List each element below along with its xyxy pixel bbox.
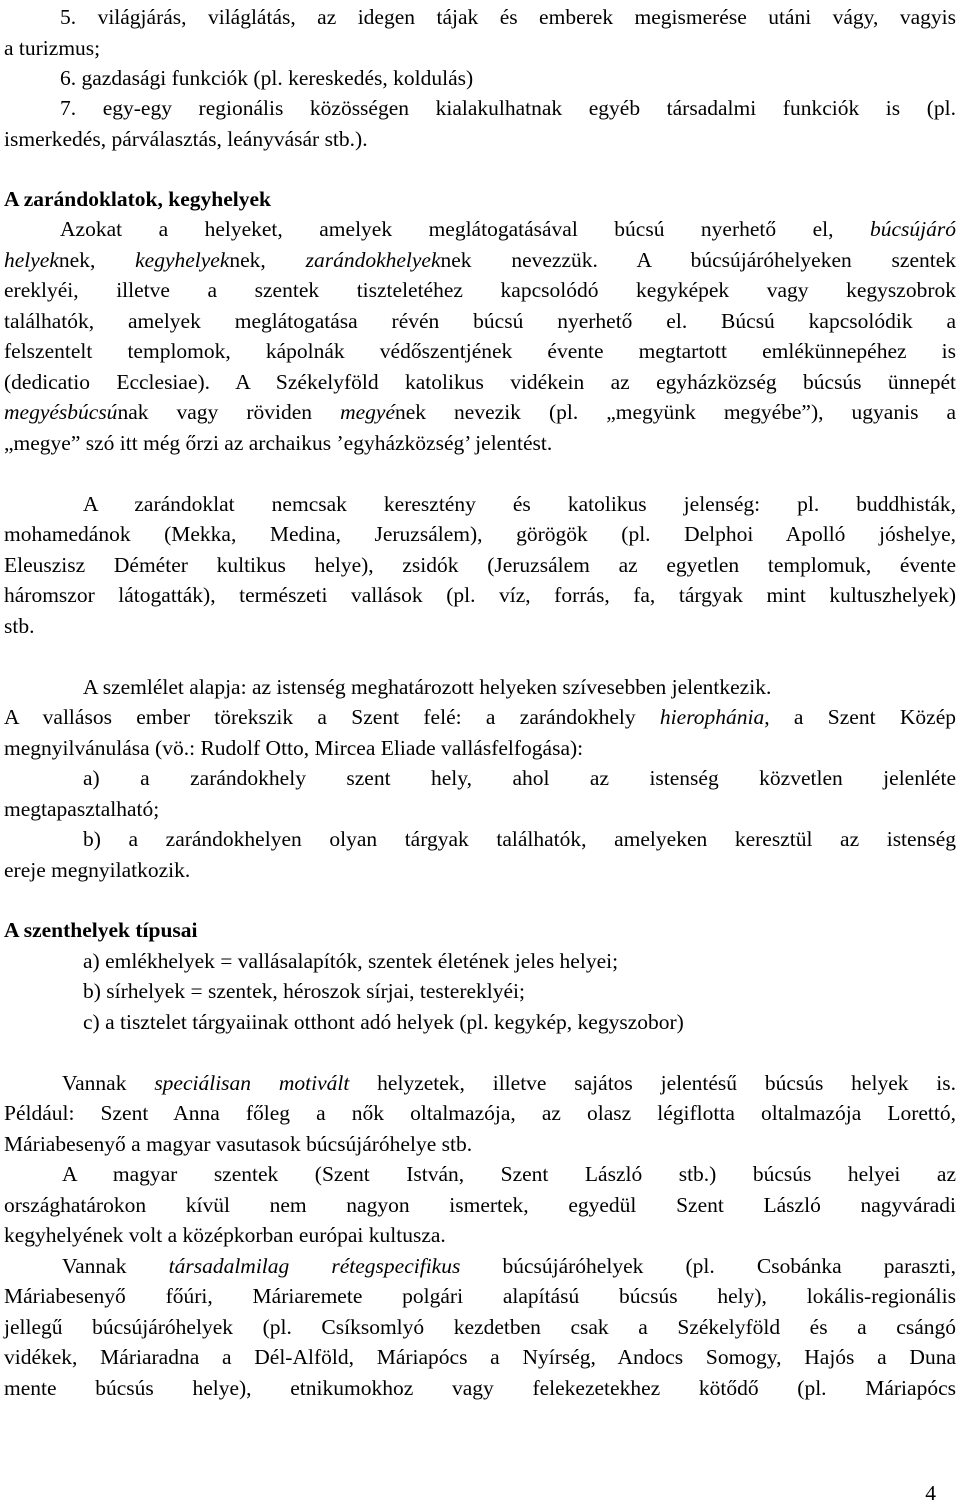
list-item-a: a) emlékhelyek = vallásalapítók, szentek életének jeles helyei;	[83, 949, 619, 973]
list-item-b-cont: ereje megnyilatkozik.	[4, 858, 191, 882]
paragraph-line: A szemlélet alapja: az istenség meghatározott helyeken szívesebben jelentkezik.	[83, 675, 772, 699]
paragraph-line: kegyhelyének volt a középkorban európai kultusza.	[4, 1223, 446, 1247]
paragraph-line: országhatárokon kívül nem nagyon ismertek, egyedül Szent László nagyváradi	[4, 1193, 956, 1217]
list-item-5: 5. világjárás, világlátás, az idegen tájak és emberek megismerése utáni vágy, vagyis	[60, 5, 956, 29]
paragraph-line: A vallásos ember törekszik a Szent felé: a zarándokhely hierophánia, a Szent Közép	[4, 705, 957, 729]
list-item-5-cont: a turizmus;	[4, 36, 101, 60]
paragraph-line: Máriabesenyő a magyar vasutasok búcsújáróhelye stb.	[4, 1132, 473, 1156]
paragraph-line: Például: Szent Anna főleg a nők oltalmazója, az olasz légiflotta oltalmazója Lorettó,	[4, 1101, 956, 1125]
paragraph-line: Máriabesenyő főúri, Máriaremete polgári alapítású búcsús hely), lokális-regionális	[4, 1284, 956, 1308]
paragraph-line: vidékek, Máriaradna a Dél-Alföld, Máriapócs a Nyírség, Andocs Somogy, Hajós a Duna	[4, 1345, 956, 1369]
list-item-a-cont: megtapasztalható;	[4, 797, 160, 821]
paragraph-line: Eleuszisz Déméter kultikus helye), zsidók (Jeruzsálem az egyetlen templomuk, évente	[4, 553, 956, 577]
list-item-6: 6. gazdasági funkciók (pl. kereskedés, koldulás)	[60, 66, 474, 90]
list-item-7: 7. egy-egy regionális közösségen kialakulhatnak egyéb társadalmi funkciók is (pl.	[60, 96, 956, 120]
paragraph-line: jellegű búcsújáróhelyek (pl. Csíksomlyó kezdetben csak a Székelyföld és a csángó	[4, 1315, 956, 1339]
paragraph-line: találhatók, amelyek meglátogatása révén búcsú nyerhető el. Búcsú kapcsolódik a	[4, 309, 956, 333]
paragraph-line: (dedicatio Ecclesiae). A Székelyföld katolikus vidékein az egyházközség búcsús ünnepét	[4, 370, 956, 394]
paragraph-line: stb.	[4, 614, 35, 638]
paragraph-line: megyésbúcsúnak vagy röviden megyének nevezik (pl. „megyünk megyébe”), ugyanis a	[4, 400, 957, 424]
paragraph-line: A magyar szentek (Szent István, Szent László stb.) búcsús helyei az	[62, 1162, 956, 1186]
paragraph-line: felszentelt templomok, kápolnák védőszentjének évente megtartott emlékünnepéhez is	[4, 339, 956, 363]
paragraph-line: mohamedánok (Mekka, Medina, Jeruzsálem), görögök (pl. Delphoi Apolló jóshelye,	[4, 522, 956, 546]
list-item-b: b) sírhelyek = szentek, héroszok sírjai, testereklyéi;	[83, 979, 525, 1003]
paragraph-line: mente búcsús helye), etnikumokhoz vagy felekezetekhez kötődő (pl. Máriapócs	[4, 1376, 956, 1400]
list-item-b: b) a zarándokhelyen olyan tárgyak találhatók, amelyeken keresztül az istenség	[83, 827, 956, 851]
paragraph-line: Azokat a helyeket, amelyek meglátogatásával búcsú nyerhető el, búcsújáró	[60, 217, 956, 241]
list-item-c: c) a tisztelet tárgyaiinak otthont adó helyek (pl. kegykép, kegyszobor)	[83, 1010, 684, 1034]
list-item-a: a) a zarándokhely szent hely, ahol az istenség közvetlen jelenléte	[83, 766, 956, 790]
paragraph-line: A zarándoklat nemcsak keresztény és katolikus jelenség: pl. buddhisták,	[83, 492, 956, 516]
paragraph-line: ereklyéi, illetve a szentek tiszteletéhez kapcsolódó kegyképek vagy kegyszobrok	[4, 278, 956, 302]
paragraph-line: Vannak társadalmilag rétegspecifikus búcsújáróhelyek (pl. Csobánka paraszti,	[62, 1254, 956, 1278]
paragraph-line: háromszor látogatták), természeti vallások (pl. víz, forrás, fa, tárgyak mint kultuszhelyek)	[4, 583, 956, 607]
list-item-7-cont: ismerkedés, párválasztás, leányvásár stb.).	[4, 127, 368, 151]
section-heading-szenthelyek: A szenthelyek típusai	[4, 918, 198, 942]
page-number: 4	[925, 1481, 936, 1505]
paragraph-line: megnyilvánulása (vö.: Rudolf Otto, Mircea Eliade vallásfelfogása):	[4, 736, 584, 760]
paragraph-line: helyeknek, kegyhelyeknek, zarándokhelyeknek nevezzük. A búcsújáróhelyeken szentek	[4, 248, 957, 272]
section-heading-zarandoklatok: A zarándoklatok, kegyhelyek	[4, 187, 271, 211]
paragraph-line: „megye” szó itt még őrzi az archaikus ’egyházközség’ jelentést.	[4, 431, 553, 455]
paragraph-line: Vannak speciálisan motivált helyzetek, illetve sajátos jelentésű búcsús helyek is.	[62, 1071, 957, 1095]
